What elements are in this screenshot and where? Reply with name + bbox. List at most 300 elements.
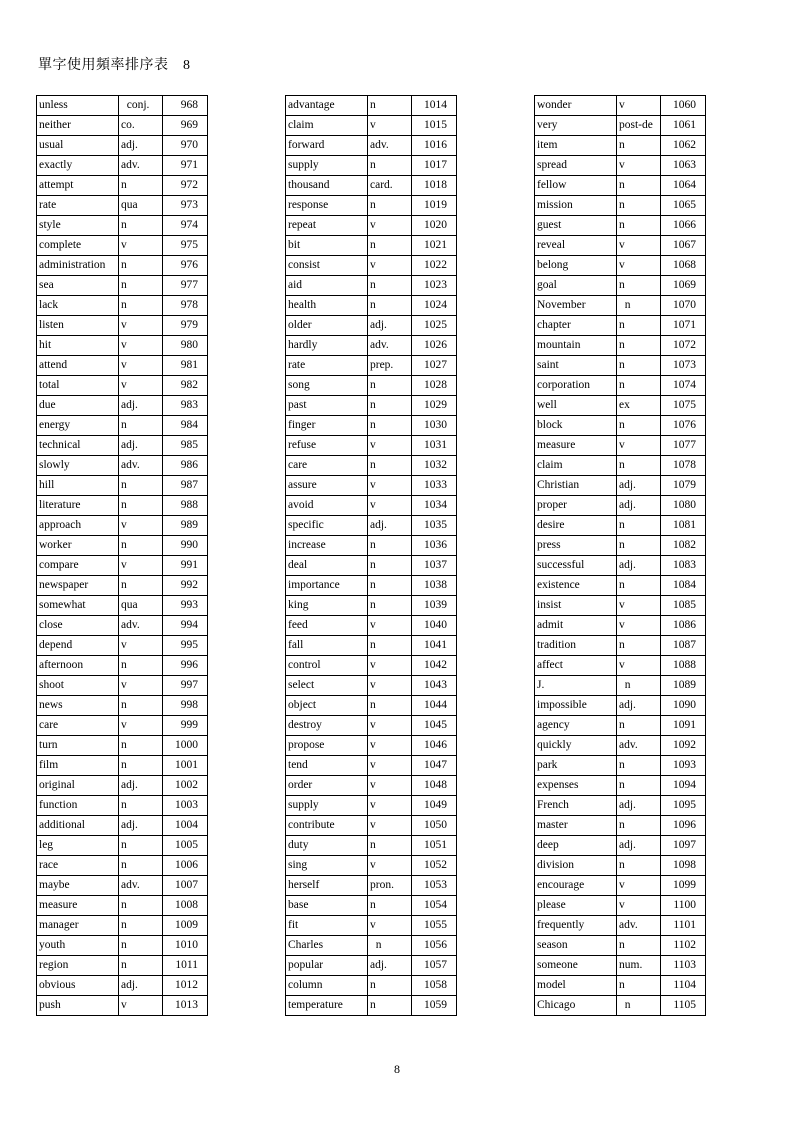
table-row [37, 856, 208, 876]
table-row [535, 536, 706, 556]
pos-cell: adv. [617, 736, 661, 756]
rank-cell: 1061 [661, 116, 706, 136]
word-cell: master [535, 816, 617, 836]
rank-cell: 1021 [412, 236, 457, 256]
pos-cell: v [368, 756, 412, 776]
word-cell: frequently [535, 916, 617, 936]
word-cell: bit [286, 236, 368, 256]
pos-cell: n [119, 696, 163, 716]
table-row [286, 576, 457, 596]
word-cell: object [286, 696, 368, 716]
pos-cell: n [617, 356, 661, 376]
pos-cell: v [368, 656, 412, 676]
table-row [37, 956, 208, 976]
pos-cell: n [119, 856, 163, 876]
rank-cell: 1032 [412, 456, 457, 476]
pos-cell: n [617, 756, 661, 776]
pos-cell: v [617, 256, 661, 276]
pos-cell: adj. [119, 396, 163, 416]
word-cell: saint [535, 356, 617, 376]
word-cell: belong [535, 256, 617, 276]
pos-cell: n [617, 336, 661, 356]
rank-cell: 1040 [412, 616, 457, 636]
rank-cell: 1091 [661, 716, 706, 736]
table-row [535, 656, 706, 676]
word-cell: model [535, 976, 617, 996]
pos-cell: n [119, 916, 163, 936]
rank-cell: 1086 [661, 616, 706, 636]
rank-cell: 1083 [661, 556, 706, 576]
rank-cell: 1082 [661, 536, 706, 556]
rank-cell: 994 [163, 616, 208, 636]
table-row [535, 936, 706, 956]
word-cell: affect [535, 656, 617, 676]
rank-cell: 1008 [163, 896, 208, 916]
table-row [37, 936, 208, 956]
table-row [286, 156, 457, 176]
word-cell: park [535, 756, 617, 776]
rank-cell: 1033 [412, 476, 457, 496]
rank-cell: 1063 [661, 156, 706, 176]
word-cell: sea [37, 276, 119, 296]
pos-cell: n [368, 596, 412, 616]
rank-cell: 1087 [661, 636, 706, 656]
pos-cell: v [617, 96, 661, 116]
word-cell: attempt [37, 176, 119, 196]
rank-cell: 995 [163, 636, 208, 656]
word-cell: control [286, 656, 368, 676]
table-row [535, 416, 706, 436]
pos-cell: n [119, 936, 163, 956]
rank-cell: 1080 [661, 496, 706, 516]
rank-cell: 1084 [661, 576, 706, 596]
rank-cell: 1049 [412, 796, 457, 816]
table-row [535, 976, 706, 996]
pos-cell: n [617, 516, 661, 536]
table-row [535, 256, 706, 276]
word-cell: afternoon [37, 656, 119, 676]
word-cell: quickly [535, 736, 617, 756]
pos-cell: n [368, 96, 412, 116]
rank-cell: 1037 [412, 556, 457, 576]
word-cell: original [37, 776, 119, 796]
rank-cell: 1001 [163, 756, 208, 776]
table-row [286, 836, 457, 856]
table-row [286, 456, 457, 476]
pos-cell: card. [368, 176, 412, 196]
table-row [535, 196, 706, 216]
word-cell: sing [286, 856, 368, 876]
word-cell: fellow [535, 176, 617, 196]
word-cell: J. [535, 676, 617, 696]
rank-cell: 1059 [412, 996, 457, 1016]
table-row [286, 256, 457, 276]
word-cell: song [286, 376, 368, 396]
table-row [37, 276, 208, 296]
table-row [286, 956, 457, 976]
table-row [286, 856, 457, 876]
pos-cell: adj. [368, 516, 412, 536]
table-row [286, 976, 457, 996]
table-row [535, 116, 706, 136]
rank-cell: 1067 [661, 236, 706, 256]
pos-cell: n [119, 736, 163, 756]
rank-cell: 1028 [412, 376, 457, 396]
rank-cell: 992 [163, 576, 208, 596]
table-row [37, 316, 208, 336]
word-cell: chapter [535, 316, 617, 336]
rank-cell: 1057 [412, 956, 457, 976]
table-row [535, 516, 706, 536]
rank-cell: 1103 [661, 956, 706, 976]
rank-cell: 1009 [163, 916, 208, 936]
rank-cell: 1024 [412, 296, 457, 316]
word-cell: existence [535, 576, 617, 596]
pos-cell: n [119, 256, 163, 276]
rank-cell: 1007 [163, 876, 208, 896]
pos-cell: n [368, 156, 412, 176]
pos-cell: n [617, 376, 661, 396]
rank-cell: 1072 [661, 336, 706, 356]
pos-cell: n [368, 416, 412, 436]
table-row [286, 316, 457, 336]
table-row [535, 476, 706, 496]
pos-cell: n [617, 936, 661, 956]
pos-cell: n [617, 316, 661, 336]
rank-cell: 978 [163, 296, 208, 316]
page-title: 單字使用頻率排序表 8 [38, 58, 191, 73]
pos-cell: n [617, 856, 661, 876]
pos-cell: n [368, 396, 412, 416]
table-row [286, 296, 457, 316]
table-row [535, 236, 706, 256]
table-row [535, 336, 706, 356]
word-cell: compare [37, 556, 119, 576]
word-cell: newspaper [37, 576, 119, 596]
table-row [286, 916, 457, 936]
rank-cell: 987 [163, 476, 208, 496]
word-cell: spread [535, 156, 617, 176]
table-row [286, 276, 457, 296]
word-cell: additional [37, 816, 119, 836]
word-cell: turn [37, 736, 119, 756]
rank-cell: 1017 [412, 156, 457, 176]
pos-cell: n [368, 696, 412, 716]
rank-cell: 1095 [661, 796, 706, 816]
rank-cell: 1054 [412, 896, 457, 916]
pos-cell: v [368, 436, 412, 456]
word-cell: goal [535, 276, 617, 296]
table-row [37, 816, 208, 836]
word-cell: reveal [535, 236, 617, 256]
pos-cell: n [617, 196, 661, 216]
rank-cell: 1068 [661, 256, 706, 276]
table-row [535, 596, 706, 616]
table-row [535, 836, 706, 856]
rank-cell: 1077 [661, 436, 706, 456]
word-cell: block [535, 416, 617, 436]
rank-cell: 1093 [661, 756, 706, 776]
pos-cell: v [119, 636, 163, 656]
rank-cell: 1013 [163, 996, 208, 1016]
word-cell: fall [286, 636, 368, 656]
rank-cell: 1051 [412, 836, 457, 856]
rank-cell: 1105 [661, 996, 706, 1016]
table-row [286, 776, 457, 796]
pos-cell: v [368, 916, 412, 936]
table-row [286, 196, 457, 216]
table-row [286, 796, 457, 816]
table-row [535, 216, 706, 236]
table-row [535, 356, 706, 376]
pos-cell: n [617, 716, 661, 736]
table-row [286, 136, 457, 156]
pos-cell: n [617, 216, 661, 236]
rank-cell: 1020 [412, 216, 457, 236]
word-cell: somewhat [37, 596, 119, 616]
word-cell: news [37, 696, 119, 716]
word-cell: please [535, 896, 617, 916]
table-row [286, 236, 457, 256]
rank-cell: 1100 [661, 896, 706, 916]
word-cell: column [286, 976, 368, 996]
rank-cell: 1088 [661, 656, 706, 676]
rank-cell: 1052 [412, 856, 457, 876]
pos-cell: n [368, 456, 412, 476]
word-cell: well [535, 396, 617, 416]
pos-cell: adj. [617, 556, 661, 576]
table-row [37, 556, 208, 576]
pos-cell: adv. [119, 616, 163, 636]
rank-cell: 1060 [661, 96, 706, 116]
rank-cell: 981 [163, 356, 208, 376]
table-row [535, 276, 706, 296]
pos-cell: n [119, 216, 163, 236]
word-cell: usual [37, 136, 119, 156]
table-row [286, 116, 457, 136]
pos-cell: adj. [119, 776, 163, 796]
pos-cell: adv. [119, 876, 163, 896]
table-row [535, 436, 706, 456]
word-cell: obvious [37, 976, 119, 996]
word-cell: energy [37, 416, 119, 436]
table-row [286, 656, 457, 676]
table-row [37, 456, 208, 476]
pos-cell: v [368, 716, 412, 736]
pos-cell: n [617, 276, 661, 296]
table-row [286, 556, 457, 576]
rank-cell: 974 [163, 216, 208, 236]
word-cell: base [286, 896, 368, 916]
rank-cell: 1079 [661, 476, 706, 496]
pos-cell: post-de [617, 116, 661, 136]
table-row [37, 676, 208, 696]
table-row [535, 376, 706, 396]
table-row [37, 196, 208, 216]
word-cell: claim [535, 456, 617, 476]
rank-cell: 1092 [661, 736, 706, 756]
rank-cell: 1018 [412, 176, 457, 196]
word-cell: temperature [286, 996, 368, 1016]
rank-cell: 1098 [661, 856, 706, 876]
word-cell: forward [286, 136, 368, 156]
table-row [37, 116, 208, 136]
word-cell: assure [286, 476, 368, 496]
rank-cell: 1053 [412, 876, 457, 896]
table-row [37, 376, 208, 396]
word-cell: shoot [37, 676, 119, 696]
pos-cell: n [617, 296, 661, 316]
word-cell: hill [37, 476, 119, 496]
pos-cell: ex [617, 396, 661, 416]
word-table-3 [534, 95, 706, 1016]
word-cell: repeat [286, 216, 368, 236]
word-cell: hit [37, 336, 119, 356]
rank-cell: 1065 [661, 196, 706, 216]
rank-cell: 1058 [412, 976, 457, 996]
pos-cell: adv. [368, 336, 412, 356]
rank-cell: 1004 [163, 816, 208, 836]
pos-cell: v [617, 876, 661, 896]
table-row [535, 456, 706, 476]
table-row [286, 676, 457, 696]
pos-cell: n [617, 416, 661, 436]
table-row [286, 416, 457, 436]
table-row [37, 876, 208, 896]
rank-cell: 988 [163, 496, 208, 516]
table-row [37, 96, 208, 116]
word-cell: consist [286, 256, 368, 276]
rank-cell: 970 [163, 136, 208, 156]
pos-cell: v [119, 316, 163, 336]
table-row [535, 616, 706, 636]
rank-cell: 999 [163, 716, 208, 736]
word-cell: mission [535, 196, 617, 216]
pos-cell: n [119, 296, 163, 316]
pos-cell: v [119, 356, 163, 376]
rank-cell: 975 [163, 236, 208, 256]
word-cell: unless [37, 96, 119, 116]
rank-cell: 1003 [163, 796, 208, 816]
word-cell: very [535, 116, 617, 136]
table-row [535, 796, 706, 816]
rank-cell: 969 [163, 116, 208, 136]
table-row [37, 896, 208, 916]
rank-cell: 973 [163, 196, 208, 216]
pos-cell: v [617, 236, 661, 256]
word-cell: care [286, 456, 368, 476]
table-row [37, 836, 208, 856]
rank-cell: 1090 [661, 696, 706, 716]
rank-cell: 1078 [661, 456, 706, 476]
pos-cell: n [617, 136, 661, 156]
table-row [535, 896, 706, 916]
table-row [286, 356, 457, 376]
word-cell: push [37, 996, 119, 1016]
pos-cell: n [368, 196, 412, 216]
pos-cell: n [119, 896, 163, 916]
table-row [286, 896, 457, 916]
word-cell: French [535, 796, 617, 816]
rank-cell: 1035 [412, 516, 457, 536]
pos-cell: num. [617, 956, 661, 976]
table-row [37, 576, 208, 596]
word-cell: thousand [286, 176, 368, 196]
pos-cell: n [617, 976, 661, 996]
rank-cell: 1076 [661, 416, 706, 436]
table-row [37, 476, 208, 496]
table-row [286, 376, 457, 396]
table-row [37, 216, 208, 236]
rank-cell: 1002 [163, 776, 208, 796]
word-cell: item [535, 136, 617, 156]
rank-cell: 1011 [163, 956, 208, 976]
word-cell: Christian [535, 476, 617, 496]
table-row [535, 696, 706, 716]
word-cell: worker [37, 536, 119, 556]
table-row [286, 216, 457, 236]
rank-cell: 1016 [412, 136, 457, 156]
rank-cell: 1005 [163, 836, 208, 856]
rank-cell: 1071 [661, 316, 706, 336]
pos-cell: n [368, 836, 412, 856]
word-cell: advantage [286, 96, 368, 116]
pos-cell: qua [119, 196, 163, 216]
rank-cell: 1102 [661, 936, 706, 956]
rank-cell: 1026 [412, 336, 457, 356]
table-row [286, 476, 457, 496]
table-row [286, 536, 457, 556]
pos-cell: n [119, 276, 163, 296]
rank-cell: 1000 [163, 736, 208, 756]
rank-cell: 1056 [412, 936, 457, 956]
word-cell: propose [286, 736, 368, 756]
pos-cell: n [368, 576, 412, 596]
table-row [37, 296, 208, 316]
word-cell: response [286, 196, 368, 216]
pos-cell: n [119, 176, 163, 196]
rank-cell: 1073 [661, 356, 706, 376]
rank-cell: 998 [163, 696, 208, 716]
word-cell: depend [37, 636, 119, 656]
word-cell: literature [37, 496, 119, 516]
pos-cell: v [617, 896, 661, 916]
table-row [37, 336, 208, 356]
word-cell: popular [286, 956, 368, 976]
word-cell: desire [535, 516, 617, 536]
word-cell: herself [286, 876, 368, 896]
rank-cell: 1025 [412, 316, 457, 336]
pos-cell: n [119, 796, 163, 816]
word-cell: supply [286, 156, 368, 176]
table-row [286, 816, 457, 836]
table-row [286, 936, 457, 956]
word-cell: tradition [535, 636, 617, 656]
rank-cell: 1085 [661, 596, 706, 616]
word-cell: race [37, 856, 119, 876]
word-cell: fit [286, 916, 368, 936]
word-cell: exactly [37, 156, 119, 176]
word-cell: press [535, 536, 617, 556]
word-cell: November [535, 296, 617, 316]
word-cell: order [286, 776, 368, 796]
word-cell: select [286, 676, 368, 696]
word-cell: proper [535, 496, 617, 516]
rank-cell: 971 [163, 156, 208, 176]
table-row [37, 176, 208, 196]
rank-cell: 1041 [412, 636, 457, 656]
pos-cell: n [368, 536, 412, 556]
